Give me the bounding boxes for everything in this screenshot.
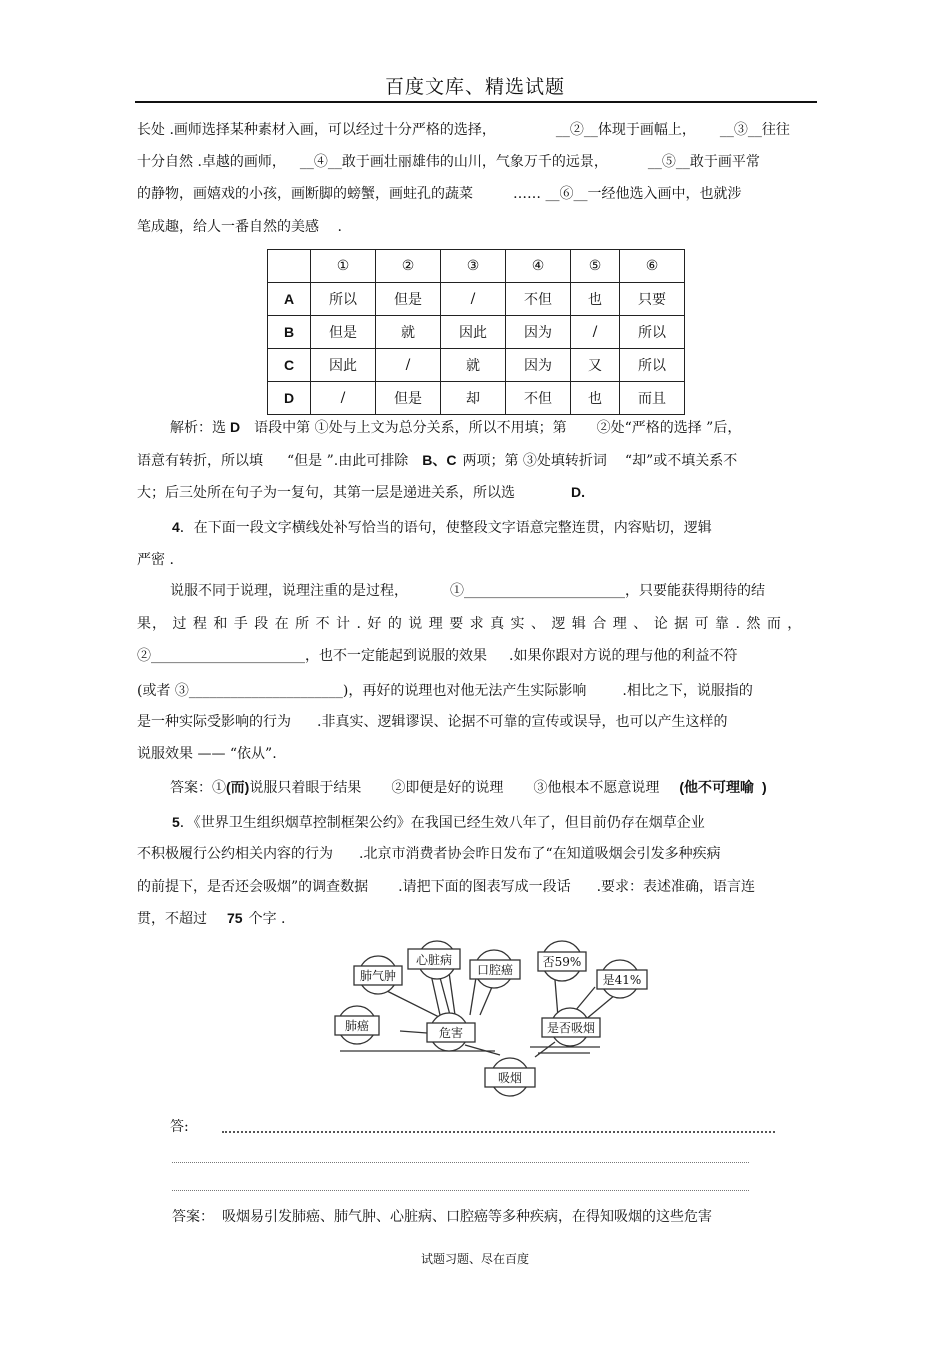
table-cell: A: [268, 283, 311, 316]
page-header: 百度文库、精选试题: [384, 76, 565, 98]
analysis-line-3: 大；后三处所在句子为一复句，其第一层是递进关系，所以选 D.: [137, 484, 585, 501]
table-row: [268, 382, 685, 415]
table-cell: ③: [441, 250, 506, 283]
q5-line-2: 不积极履行公约相关内容的行为 .北京市消费者协会昨日发布了“在知道吸烟会引发多种疾病: [137, 846, 721, 862]
table-cell: 也: [571, 283, 620, 316]
table-cell: /: [571, 316, 620, 349]
q4-para-line-1: 说服不同于说理，说理注重的是过程， ①_______________________，只要能获得期待的结: [170, 583, 765, 599]
q3-line-1: 长处 .画师选择某种素材入画，可以经过十分严格的选择， __②__体现于画幅上， __③__往往: [137, 122, 790, 138]
table-cell: D: [268, 382, 311, 415]
table-cell: 而且: [620, 382, 685, 415]
table-cell: 因为: [506, 349, 571, 382]
table-cell: /: [311, 382, 376, 415]
table-row: [268, 349, 685, 382]
table-cell: /: [376, 349, 441, 382]
table-cell: C: [268, 349, 311, 382]
table-cell: 就: [441, 349, 506, 382]
page-footer: 试题习题、尽在百度: [420, 1252, 529, 1266]
q4-title-line-1: 4．在下面一段文字横线处补写恰当的语句，使整段文字语意完整连贯，内容贴切，逻辑: [172, 519, 712, 536]
q4-para-line-3: ②______________________，也不一定能起到说服的效果 .如果你跟对方说的理与他的利益不符: [137, 648, 738, 664]
table-cell: [268, 250, 311, 283]
table-cell: 所以: [311, 283, 376, 316]
q4-para-line-6: 说服效果 —— “依从”.: [137, 746, 277, 762]
q4-answer: 答案：①(而)说服只着眼于结果 ②即便是好的说理 ③他根本不愿意说理 (他不可理喻 ): [170, 779, 767, 796]
node-label: 肺气肿: [359, 969, 397, 983]
q4-title-line-2: 严密 .: [137, 552, 174, 568]
table-cell: B: [268, 316, 311, 349]
q5-line-1: 5．《世界卫生组织烟草控制框架公约》在我国已经生效八年了，但目前仍存在烟草企业: [172, 814, 705, 831]
table-cell: ⑤: [571, 250, 620, 283]
table-cell: ②: [376, 250, 441, 283]
node-label: 心脏病: [415, 953, 453, 967]
table-cell: 只要: [620, 283, 685, 316]
table-cell: 也: [571, 382, 620, 415]
table-cell: 又: [571, 349, 620, 382]
node-label: 是41%: [602, 973, 642, 987]
table-row: [268, 316, 685, 349]
node-label: 口腔癌: [476, 963, 514, 977]
table-cell: ①: [311, 250, 376, 283]
table-cell: 因此: [441, 316, 506, 349]
table-cell: 所以: [620, 316, 685, 349]
q4-para-line-4: (或者 ③______________________)，再好的说理也对他无法产生实际影响 .相比之下，说服指的: [137, 683, 753, 699]
answer-line[interactable]: [172, 1162, 749, 1163]
node-label: 是否吸烟: [546, 1021, 596, 1035]
table-cell: 就: [376, 316, 441, 349]
table-cell: 因为: [506, 316, 571, 349]
table-cell: 但是: [311, 316, 376, 349]
answer-line[interactable]: [172, 1190, 749, 1191]
smoking-diagram: [330, 935, 660, 1100]
node-label: 吸烟: [497, 1071, 523, 1085]
table-cell: 不但: [506, 283, 571, 316]
q4-para-line-2: 果， 过 程 和 手 段 在 所 不 计 . 好 的 说 理 要 求 真 实 、 逻 辑 合 理 、 论 据 可 靠 . 然 而 ，: [137, 616, 803, 632]
table-row: [268, 283, 685, 316]
header-rule: [135, 101, 817, 103]
analysis-line-1: 解析：选 D 语段中第 ①处与上文为总分关系，所以不用填；第 ②处“严格的选择 ”后，: [170, 419, 742, 436]
table-cell: 所以: [620, 349, 685, 382]
q3-line-2: 十分自然 .卓越的画师， __④__敢于画壮丽雄伟的山川，气象万千的远景， __⑤__敢于画平常: [137, 154, 760, 170]
node-label: 危害: [438, 1026, 464, 1040]
analysis-line-2: 语意有转折，所以填 “但是 ”.由此可排除 B、C 两项；第 ③处填转折词 “却”或不填关系不: [137, 452, 738, 469]
table-cell: 却: [441, 382, 506, 415]
table-cell: 但是: [376, 382, 441, 415]
table-cell: 因此: [311, 349, 376, 382]
table-cell: /: [441, 283, 506, 316]
q5-line-4: 贯，不超过 75 个字 .: [137, 910, 286, 927]
answer-label: 答:: [170, 1119, 189, 1135]
table-cell: ④: [506, 250, 571, 283]
q3-line-3: 的静物，画嬉戏的小孩，画断脚的螃蟹，画蛀孔的蔬菜 …… __⑥__一经他选入画中，也就涉: [137, 186, 742, 202]
options-table: [267, 249, 685, 415]
node-label: 肺癌: [344, 1019, 370, 1033]
table-cell: 不但: [506, 382, 571, 415]
q5-answer: 答案： 吸烟易引发肺癌、肺气肿、心脏病、口腔癌等多种疾病，在得知吸烟的这些危害: [172, 1209, 712, 1225]
q4-para-line-5: 是一种实际受影响的行为 .非真实、逻辑谬误、论据不可靠的宣传或误导，也可以产生这样的: [137, 714, 728, 730]
q3-line-4: 笔成趣，给人一番自然的美感 .: [137, 219, 342, 235]
table-cell: ⑥: [620, 250, 685, 283]
answer-line[interactable]: [222, 1131, 775, 1133]
table-header-row: [268, 250, 685, 283]
table-cell: 但是: [376, 283, 441, 316]
node-label: 否59%: [542, 955, 582, 969]
q5-line-3: 的前提下，是否还会吸烟”的调查数据 .请把下面的图表写成一段话 .要求：表述准确，语言连: [137, 879, 756, 895]
